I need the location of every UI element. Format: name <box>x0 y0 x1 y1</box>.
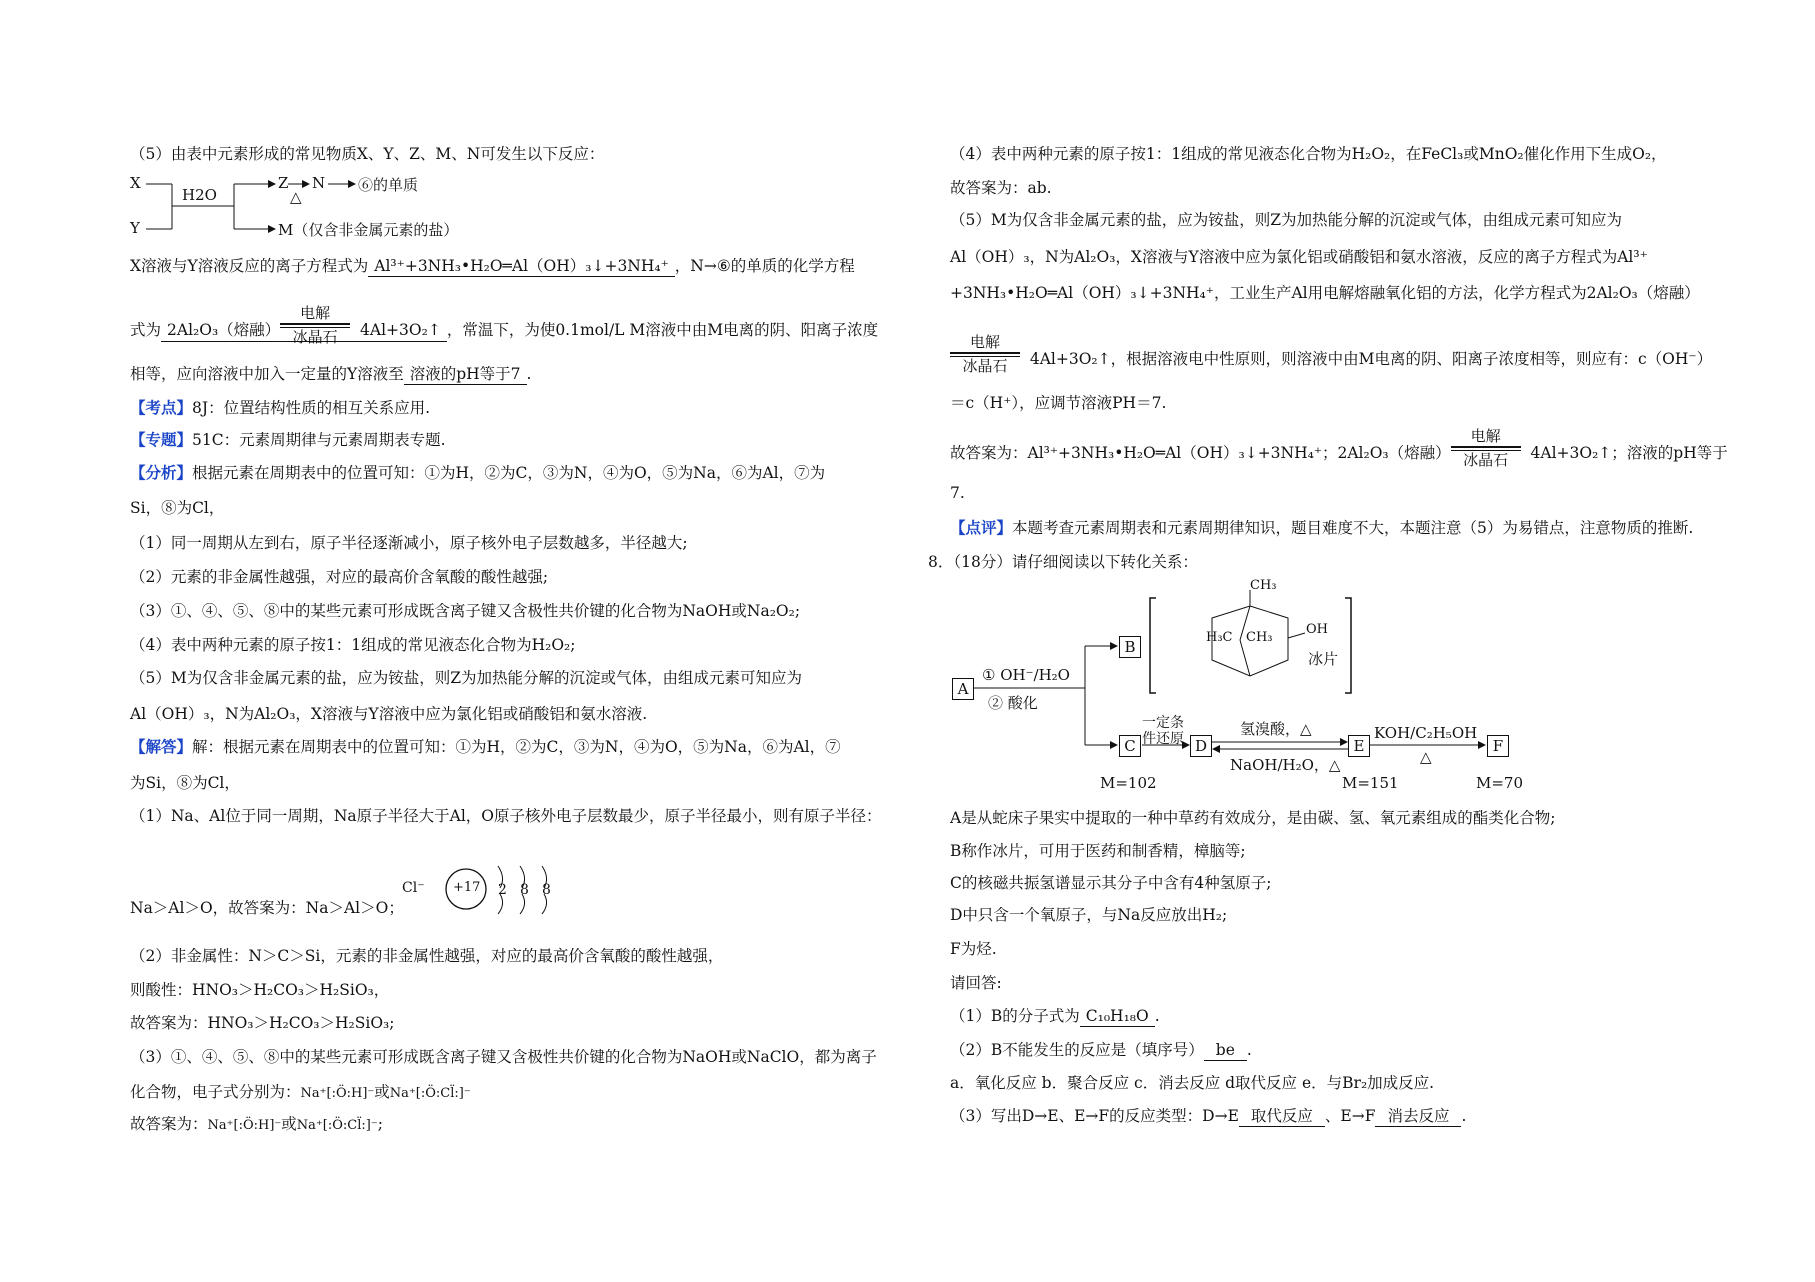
ask-line: 请回答: <box>950 974 1002 992</box>
cond-cd-2: 件还原 <box>1142 731 1184 747</box>
solution-2-3: 故答案为：HNO₃＞H₂CO₃＞H₂SiO₃; <box>130 1014 395 1032</box>
zhuanti-line <box>130 430 446 450</box>
scheme-x: X <box>130 174 141 192</box>
q8-2-options: a．氧化反应 b．聚合反应 c．消去反应 d取代反应 e．与Br₂加成反应. <box>950 1074 1435 1092</box>
r-electrolysis-condition-2 <box>1451 427 1521 469</box>
q8-1-prefix: （1）B的分子式为 <box>950 1007 1080 1025</box>
mass-e: M=151 <box>1342 774 1399 792</box>
or-word-2: 或 <box>281 1115 297 1133</box>
or-word: 或 <box>374 1083 390 1101</box>
reaction-scheme <box>130 172 490 242</box>
analysis-5-1: （5）M为仅含非金属元素的盐，应为铵盐，则Z为加热能分解的沉淀或气体，由组成元素可知应为 <box>130 669 803 687</box>
question-8-title: 8．（18分）请仔细阅读以下转化关系： <box>928 553 1198 571</box>
q8-1 <box>950 1006 1160 1027</box>
solution-3-2 <box>130 1082 471 1104</box>
r-answer-5-3: +3NH₃•H₂O═Al（OH）₃↓+3NH₄⁺，工业生产Al用电解熔融氧化铝的方法，化学方程式为2Al₂O₃（熔融） <box>950 284 1700 302</box>
info-4: D中只含一个氧原子，与Na反应放出H₂; <box>950 906 1228 924</box>
node-e: E <box>1348 735 1370 757</box>
solution-3-1: （3）①、④、⑤、⑧中的某些元素可形成既含离子键又含极性共价键的化合物为NaOH或NaClO，都为离子 <box>130 1048 877 1066</box>
r-answer-5-4-text: 4Al+3O₂↑，根据溶液电中性原则，则溶液中由M电离的阴、阳离子浓度相等，则应有：c（OH⁻） <box>1029 350 1713 368</box>
solution-3-3 <box>130 1114 383 1136</box>
scheme-z: Z <box>278 174 289 192</box>
naclo-electron-formula-2: Na⁺[:Ö:Cl̈:]⁻ <box>296 1118 378 1133</box>
kaodian-text: 8J：位置结构性质的相互关系应用. <box>192 399 431 417</box>
q8-3-answer-1: 取代反应 <box>1239 1106 1325 1127</box>
fenxi-tag: 【分析】 <box>130 463 193 482</box>
chem-eq-prefix: 式为 <box>130 321 162 339</box>
line-chemical-equation <box>130 304 879 346</box>
cl-shell-arcs <box>402 858 562 920</box>
electrolysis-label: 电解 <box>300 304 331 322</box>
cond-ef: KOH/C₂H₅OH <box>1374 724 1478 742</box>
cond-cd-1: 一定条 <box>1142 715 1184 731</box>
analysis-5-2: Al（OH）₃，N为Al₂O₃，X溶液与Y溶液中应为氯化铝或硝酸铝和氨水溶液. <box>130 705 648 723</box>
q8-2-suffix: . <box>1246 1041 1252 1059</box>
line-ionic-equation <box>130 256 855 277</box>
r-answer-5-7: 7. <box>950 484 965 502</box>
struct-bingpian: 冰片 <box>1308 650 1339 668</box>
dianping-text: 本题考查元素周期表和元素周期律知识，题目难度不大，本题注意（5）为易错点，注意物质的推断. <box>1012 519 1694 537</box>
jieda-tag: 【解答】 <box>130 737 193 756</box>
r-answer-5-6-post: 4Al+3O₂↑；溶液的pH等于 <box>1530 444 1728 462</box>
q8-1-answer: C₁₀H₁₈O <box>1080 1006 1155 1027</box>
jieda-line-2: 为Si，⑧为Cl， <box>130 774 240 792</box>
kaodian-tag: 【考点】 <box>130 398 193 417</box>
analysis-3: （3）①、④、⑤、⑧中的某些元素可形成既含离子键又含极性共价键的化合物为NaOH或Na₂O₂; <box>130 602 801 620</box>
q8-3-answer-2: 消去反应 <box>1375 1106 1461 1127</box>
cond-ef-delta: △ <box>1420 748 1432 766</box>
mass-f: M=70 <box>1476 774 1524 792</box>
line-ph <box>130 364 531 385</box>
ionic-eq-suffix: ，N→⑥的单质的化学方程 <box>674 257 855 275</box>
r-answer-4-2: 故答案为：ab. <box>950 179 1052 197</box>
q8-3-suffix: . <box>1461 1107 1467 1125</box>
q8-3-mid: 、E→F <box>1324 1107 1376 1125</box>
r-cryolite-label: 冰晶石 <box>962 357 1008 375</box>
chem-eq-answer-b: 4Al+3O₂↑ <box>360 321 441 339</box>
r-answer-5-6-pre: 故答案为：Al³⁺+3NH₃•H₂O═Al（OH）₃↓+3NH₄⁺；2Al₂O₃（熔融） <box>950 444 1451 462</box>
dianping-line <box>950 518 1693 538</box>
r-cryolite-label-2: 冰晶石 <box>1463 451 1509 469</box>
scheme-n: N <box>312 174 326 192</box>
r-electrolysis-condition <box>950 333 1020 375</box>
cl-shell-2: 8 <box>520 882 529 898</box>
r-answer-5-2: Al（OH）₃，N为Al₂O₃，X溶液与Y溶液中应为氯化铝或硝酸铝和氨水溶液，反应的离子方程式为Al³⁺ <box>950 248 1648 266</box>
q8-2-answer: be <box>1204 1040 1247 1061</box>
solution-1: （1）Na、Al位于同一周期，Na原子半径大于Al，O原子核外电子层数最少，原子半径最小，则有原子半径： <box>130 807 882 825</box>
r-answer-5-5: ＝c（H⁺），应调节溶液PH＝7. <box>950 394 1167 412</box>
ph-answer: 溶液的pH等于7 <box>404 364 527 385</box>
conversion-diagram <box>950 578 1550 800</box>
zhuanti-tag: 【专题】 <box>130 430 193 449</box>
jieda-line <box>130 737 841 757</box>
node-c: C <box>1119 735 1141 757</box>
cond-hydrolysis: ① OH⁻/H₂O <box>982 666 1070 684</box>
chem-eq-answer-a: 2Al₂O₃（熔融） <box>167 321 281 339</box>
solution-3-3-prefix: 故答案为： <box>130 1115 208 1133</box>
q8-3 <box>950 1106 1466 1127</box>
scheme-n-product: ⑥的单质 <box>358 176 419 194</box>
chem-eq-answer <box>161 304 447 346</box>
r-answer-5-6 <box>950 427 1728 469</box>
ph-prefix: 相等，应向溶液中加入一定量的Y溶液至 <box>130 365 404 383</box>
node-f: F <box>1487 735 1509 757</box>
scheme-h2o: H2O <box>182 186 217 204</box>
cryolite-label: 冰晶石 <box>292 328 338 346</box>
ph-suffix: . <box>526 365 532 383</box>
cl-symbol: Cl⁻ <box>402 880 425 896</box>
fenxi-line-2: Si，⑧为Cl， <box>130 499 225 517</box>
electrolysis-condition <box>280 304 350 346</box>
info-3: C的核磁共振氢谱显示其分子中含有4种氢原子; <box>950 874 1272 892</box>
solution-1-answer: Na＞Al＞O，故答案为：Na＞Al＞O； <box>130 899 404 917</box>
struct-ch3-mid: CH₃ <box>1246 630 1273 645</box>
node-b: B <box>1119 636 1141 658</box>
cl-shell-3: 8 <box>542 882 551 898</box>
analysis-1: （1）同一周期从左到右，原子半径逐渐减小，原子核外电子层数越多，半径越大; <box>130 534 688 552</box>
q8-1-suffix: . <box>1154 1007 1160 1025</box>
solution-3-2-prefix: 化合物，电子式分别为： <box>130 1083 301 1101</box>
fenxi-text: 根据元素在周期表中的位置可知：①为H，②为C，③为N，④为O，⑤为Na，⑥为Al，⑦为 <box>192 464 826 482</box>
mass-c: M=102 <box>1100 774 1157 792</box>
cond-acidify: ② 酸化 <box>988 694 1038 712</box>
dianping-tag: 【点评】 <box>950 518 1013 537</box>
struct-h3c: H₃C <box>1206 630 1233 645</box>
r-answer-5-4 <box>950 333 1713 375</box>
struct-oh: OH <box>1306 622 1328 637</box>
cond-ed: NaOH/H₂O，△ <box>1230 756 1341 774</box>
info-2: B称作冰片，可用于医药和制香精，樟脑等; <box>950 842 1246 860</box>
solution-2-1: （2）非金属性：N＞C＞Si，元素的非金属性越强，对应的最高价含氧酸的酸性越强， <box>130 947 724 965</box>
r-electrolysis-label: 电解 <box>969 333 1000 351</box>
scheme-y: Y <box>130 219 140 237</box>
q8-3-prefix: （3）写出D→E、E→F的反应类型：D→E <box>950 1107 1239 1125</box>
scheme-m: M（仅含非金属元素的盐） <box>278 221 459 239</box>
analysis-4: （4）表中两种元素的原子按1：1组成的常见液态化合物为H₂O₂; <box>130 636 576 654</box>
cond-de: 氢溴酸，△ <box>1240 720 1312 738</box>
naoh-electron-formula: Na⁺[:Ö:H]⁻ <box>300 1086 375 1101</box>
chloride-ion-structure <box>402 858 562 920</box>
analysis-2: （2）元素的非金属性越强，对应的最高价含氧酸的酸性越强; <box>130 568 549 586</box>
struct-ch3-top: CH₃ <box>1250 578 1277 593</box>
ionic-eq-prefix: X溶液与Y溶液反应的离子方程式为 <box>130 257 369 275</box>
kaodian-line <box>130 398 430 418</box>
cl-nucleus: +17 <box>453 880 481 895</box>
scheme-delta: △ <box>290 188 302 206</box>
cl-shell-1: 2 <box>498 882 507 898</box>
zhuanti-text: 51C：元素周期律与元素周期表专题. <box>192 431 446 449</box>
q8-2 <box>950 1040 1252 1061</box>
chem-eq-suffix: ，常温下，为使0.1mol/L M溶液中由M电离的阴、阳离子浓度 <box>446 321 879 339</box>
r-electrolysis-label-2: 电解 <box>1470 427 1501 445</box>
r-answer-4-1: （4）表中两种元素的原子按1：1组成的常见液态化合物为H₂O₂，在FeCl₃或MnO₂催化作用下生成O₂， <box>950 145 1667 163</box>
node-a: A <box>952 678 974 700</box>
solution-2-2: 则酸性：HNO₃＞H₂CO₃＞H₂SiO₃， <box>130 981 390 999</box>
solution-3-end: ; <box>377 1115 383 1133</box>
ionic-eq-answer: Al³⁺+3NH₃•H₂O═Al（OH）₃↓+3NH₄⁺ <box>368 256 675 277</box>
jieda-text: 解：根据元素在周期表中的位置可知：①为H，②为C，③为N，④为O，⑤为Na，⑥为Al，⑦ <box>192 738 841 756</box>
naclo-electron-formula: Na⁺[:Ö:Cl̈:]⁻ <box>389 1086 471 1101</box>
info-1: A是从蛇床子果实中提取的一种中草药有效成分，是由碳、氢、氧元素组成的酯类化合物; <box>950 809 1556 827</box>
fenxi-line <box>130 463 825 483</box>
naoh-electron-formula-2: Na⁺[:Ö:H]⁻ <box>207 1118 282 1133</box>
node-d: D <box>1190 735 1212 757</box>
q5-intro: （5）由表中元素形成的常见物质X、Y、Z、M、N可发生以下反应： <box>130 145 605 163</box>
info-5: F为烃. <box>950 940 997 958</box>
r-answer-5-1: （5）M为仅含非金属元素的盐，应为铵盐，则Z为加热能分解的沉淀或气体，由组成元素可知应为 <box>950 211 1623 229</box>
q8-2-prefix: （2）B不能发生的反应是（填序号） <box>950 1041 1204 1059</box>
